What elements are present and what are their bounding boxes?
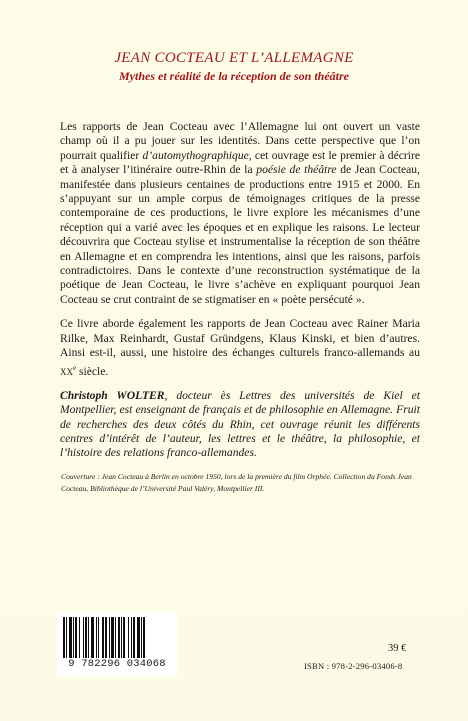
book-subtitle: Mythes et réalité de la réception de son théâtre [119, 69, 349, 83]
blurb-paragraph-1: Les rapports de Jean Cocteau avec l’Allemagne lui ont ouvert un vaste champ où il a pu jouer sur les identités. Dans cette perspective que l’on pourrait qualifier d’automythographique, cet ouvrage est le premier à décrire et à analyser l’itinéraire outre-Rhin de la poésie de théâtre de Jean Cocteau, manifestée dans plusieurs centaines de productions entre 1915 et 2000. En s’appuyant sur un ample corpus de témoignages critiques de la presse contemporaine de ces productions, le livre explore les mécanismes d’une réception qui a varié avec les époques et en explique les raisons. Le lecteur découvrira que Cocteau stylise et instrumentalise la réception de son théâtre en Allemagne et en comprendra les intentions, ainsi que les raisons, parfois contradictoires. Dans le contexte d’une reconstruction systématique de la poétique de Jean Cocteau, le livre s’achève en expliquant pourquoi Jean Cocteau se crut contraint de se stigmatiser en « poète persécuté ». [60, 120, 421, 306]
cover-credit: Couverture : Jean Cocteau à Berlin en octobre 1950, lors de la première du film Orphée. Collection du Fonds Jean Cocteau, Bibliothèque de l’Université Paul Valéry, Montpellier III. [61, 471, 412, 493]
barcode-number: 9 782296 034068 [57, 658, 177, 670]
price: 39 € [388, 643, 407, 654]
book-title: JEAN COCTEAU ET L’ALLEMAGNE [114, 50, 354, 66]
author-bio: Christoph WOLTER, docteur ès Lettres des universités de Kiel et Montpellier, est enseignant de français et de philosophie en Allemagne. Fruit de recherches des deux côtés du Rhin, cet ouvrage réunit les différents centres d’intérêt de l’auteur, les lettres et le théâtre, la philosophie, et l’histoire des relations franco-allemandes. [60, 388, 421, 460]
author-name: Christoph WOLTER [60, 388, 165, 402]
blurb-paragraph-2: Ce livre aborde également les rapports de Jean Cocteau avec Rainer Maria Rilke, Max Reinhardt, Gustaf Gründgens, Klaus Kinski, et bien d’autres. Ainsi est-il, aussi, une histoire des échanges culturels franco-allemands au XXe siècle. [60, 317, 420, 378]
isbn: ISBN : 978-2-296-03406-8 [304, 661, 403, 671]
blurb [60, 120, 420, 495]
